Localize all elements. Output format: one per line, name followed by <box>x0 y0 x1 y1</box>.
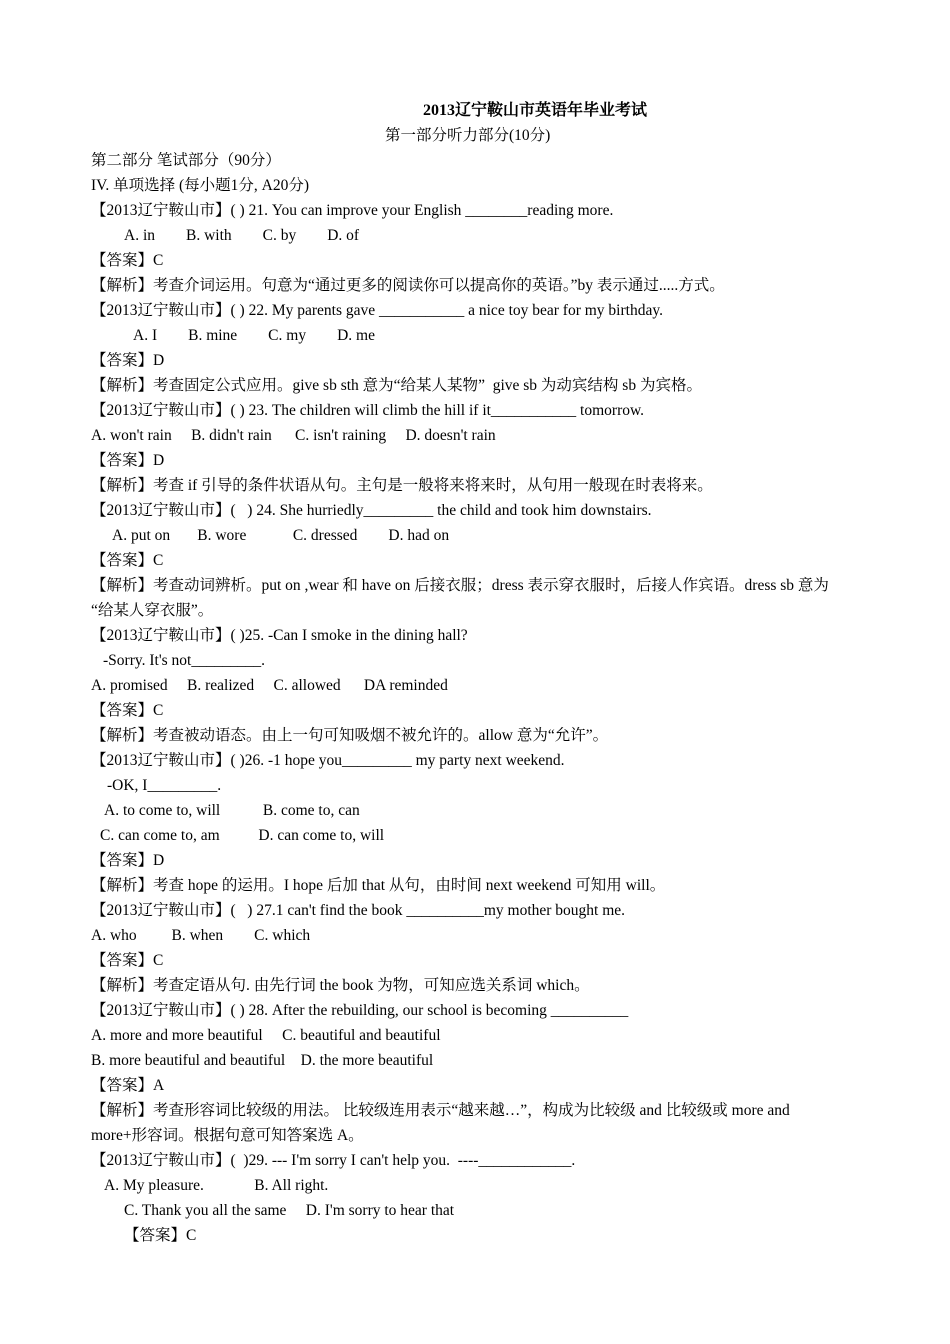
text-line: A. in B. with C. by D. of <box>124 227 360 244</box>
text-line: A. promised B. realized C. allowed DA reminded <box>91 677 448 694</box>
text-line: 【2013辽宁鞍山市】( ) 21. You can improve your English ________reading more. <box>91 202 614 219</box>
text-line: 【答案】D <box>91 852 165 869</box>
text-line: A. put on B. wore C. dressed D. had on <box>112 527 450 544</box>
text-line: 【2013辽宁鞍山市】( ) 24. She hurriedly_________ the child and took him downstairs. <box>91 502 652 519</box>
text-line: 【解析】考查固定公式应用。give sb sth 意为“给某人某物” give sb 为动宾结构 sb 为宾格。 <box>91 377 702 394</box>
text-line: 【解析】考查 if 引导的条件状语从句。主句是一般将来将来时，从句用一般现在时表将来。 <box>91 477 713 494</box>
text-line: A. who B. when C. which <box>91 927 311 944</box>
text-line: 【2013辽宁鞍山市】( ) 23. The children will climb the hill if it___________ tomorrow. <box>91 402 645 419</box>
text-line: A. I B. mine C. my D. me <box>133 327 375 344</box>
text-line: 【2013辽宁鞍山市】( ) 28. After the rebuilding, our school is becoming __________ <box>91 1002 629 1019</box>
text-line: 【答案】D <box>91 352 165 369</box>
text-line: 【答案】C <box>91 952 164 969</box>
text-line: 【2013辽宁鞍山市】( )26. -1 hope you_________ my party next weekend. <box>91 752 565 769</box>
text-line: 【2013辽宁鞍山市】( ) 22. My parents gave ___________ a nice toy bear for my birthday. <box>91 302 663 319</box>
text-line: A. My pleasure. B. All right. <box>104 1177 329 1194</box>
text-line: -Sorry. It's not_________. <box>103 652 265 669</box>
text-line: 第二部分 笔试部分（90分） <box>91 152 281 169</box>
text-line: 【2013辽宁鞍山市】( )25. -Can I smoke in the dining hall? <box>91 627 468 644</box>
text-line: 【2013辽宁鞍山市】( )29. --- I'm sorry I can't help you. ----____________. <box>91 1152 576 1169</box>
text-line: IV. 单项选择 (每小题1分, A20分) <box>91 177 309 194</box>
text-line: A. to come to, will B. come to, can <box>104 802 360 819</box>
document-title: 2013辽宁鞍山市英语年毕业考试 <box>423 102 648 119</box>
text-line: 【答案】C <box>91 252 164 269</box>
text-line: 【答案】D <box>91 452 165 469</box>
text-line: B. more beautiful and beautiful D. the more beautiful <box>91 1052 434 1069</box>
text-line: A. won't rain B. didn't rain C. isn't raining D. doesn't rain <box>91 427 496 444</box>
text-line: 【解析】考查介词运用。句意为“通过更多的阅读你可以提高你的英语。”by 表示通过.....方式。 <box>91 277 725 294</box>
text-line: 【2013辽宁鞍山市】( ) 27.1 can't find the book __________my mother bought me. <box>91 902 626 919</box>
text-line: 【答案】C <box>124 1227 197 1244</box>
text-line: 第一部分听力部分(10分) <box>385 127 551 144</box>
text-line: C. can come to, am D. can come to, will <box>100 827 385 844</box>
text-line: C. Thank you all the same D. I'm sorry to hear that <box>124 1202 455 1219</box>
text-line: more+形容词。根据句意可知答案选 A。 <box>91 1127 364 1144</box>
text-line: 【答案】C <box>91 552 164 569</box>
text-line: 【解析】考查 hope 的运用。I hope 后加 that 从句，由时间 next weekend 可知用 will。 <box>91 877 666 894</box>
text-line: “给某人穿衣服”。 <box>91 602 214 619</box>
text-line: 【解析】考查形容词比较级的用法。 比较级连用表示“越来越…”，构成为比较级 and 比较级或 more and <box>91 1102 790 1119</box>
text-line: 【答案】A <box>91 1077 165 1094</box>
text-line: 【解析】考查定语从句. 由先行词 the book 为物，可知应选关系词 which。 <box>91 977 590 994</box>
text-line: 【解析】考查动词辨析。put on ,wear 和 have on 后接衣服；dress 表示穿衣服时，后接人作宾语。dress sb 意为 <box>91 577 829 594</box>
text-line: 【答案】C <box>91 702 164 719</box>
text-line: -OK, I_________. <box>107 777 222 794</box>
text-line: 【解析】考查被动语态。由上一句可知吸烟不被允许的。allow 意为“允许”。 <box>91 727 609 744</box>
text-line: A. more and more beautiful C. beautiful and beautiful <box>91 1027 441 1044</box>
